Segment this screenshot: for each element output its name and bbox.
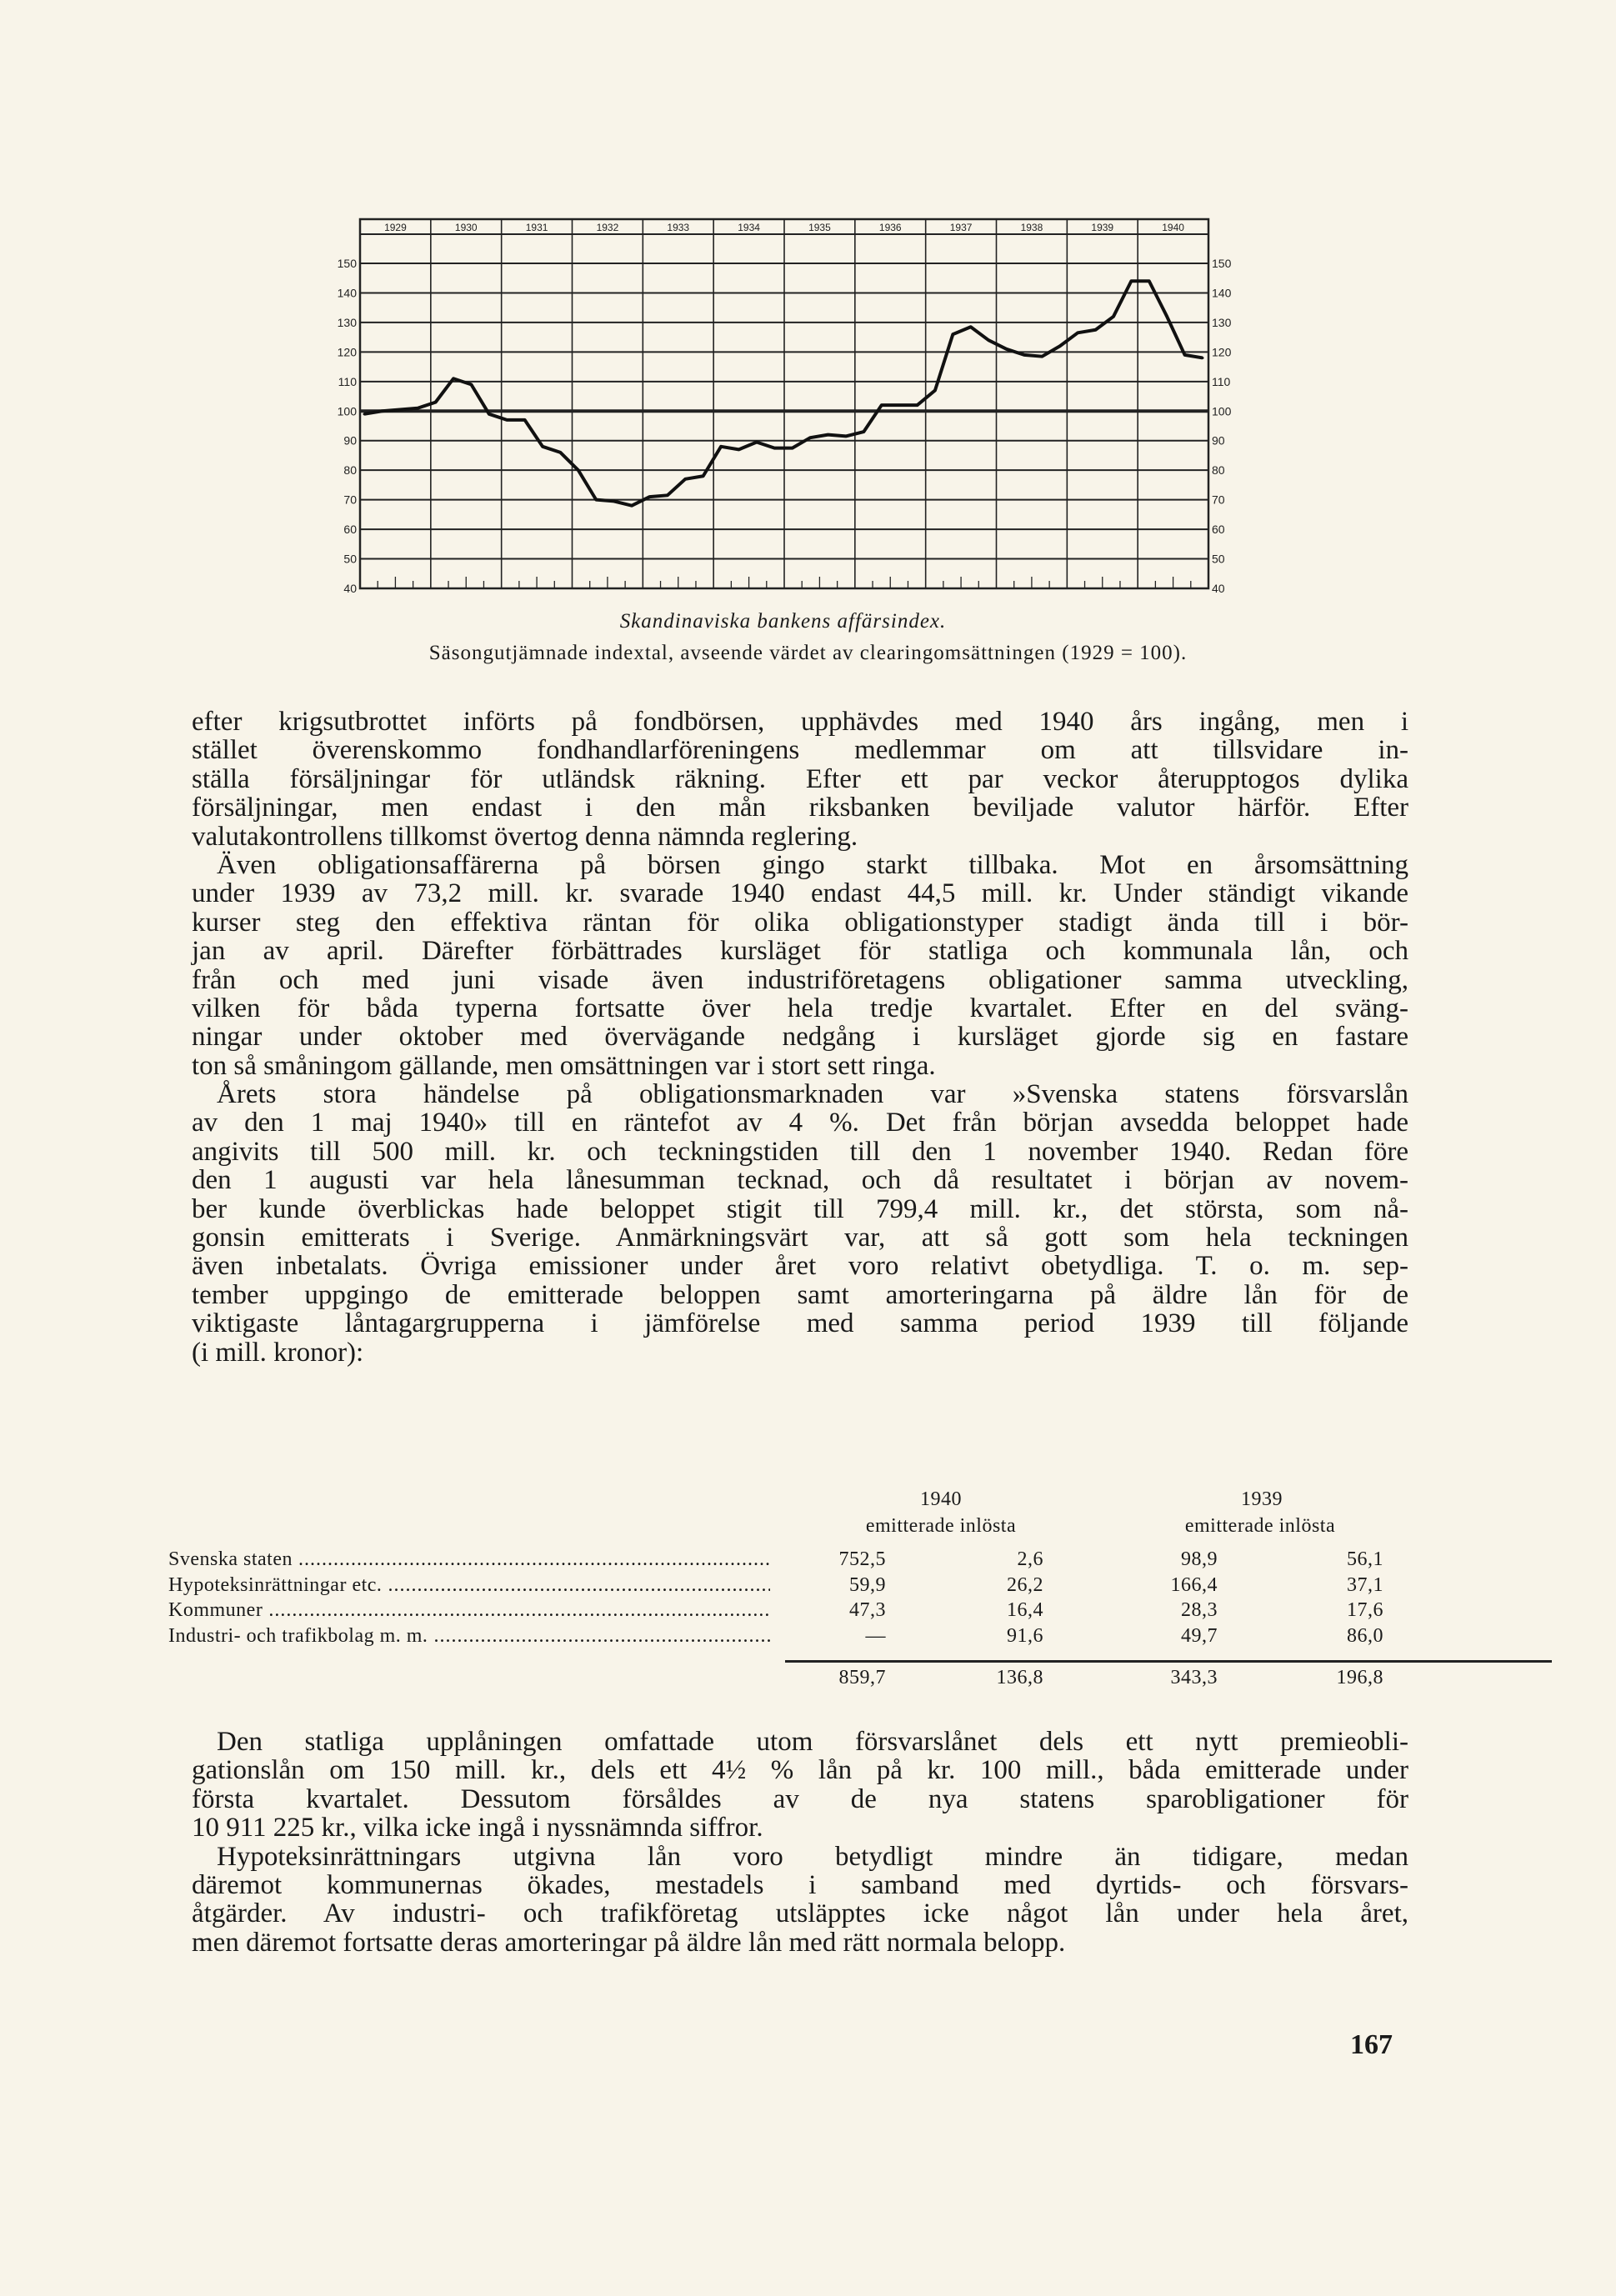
x-tick-year: 1929 — [384, 222, 407, 233]
y-tick-right: 70 — [1212, 493, 1225, 507]
y-tick-left: 50 — [343, 552, 357, 566]
data-point — [952, 333, 954, 336]
text-line: Årets stora händelse på obligationsmarknaden var »Svenska statens försvarslån — [217, 1079, 1408, 1110]
data-point — [559, 451, 562, 453]
data-point — [417, 407, 419, 409]
y-tick-left: 150 — [337, 257, 357, 270]
text-line: gonsin emitterats i Sverige. Anmärkningsvärt var, att så gott som hela teckningen — [192, 1223, 1408, 1253]
text-line: vilken för båda typerna fortsatte över hela tredje kvartalet. Efter en del sväng- — [192, 993, 1408, 1023]
row-label: Kommuner ..... — [168, 1599, 770, 1622]
text-line: däremot kommunernas ökades, mestadels i samband med dyrtids- och försvars- — [192, 1869, 1408, 1900]
data-point — [898, 404, 901, 407]
data-point — [1166, 315, 1168, 318]
y-tick-left: 110 — [338, 374, 357, 388]
data-point — [880, 404, 883, 407]
y-tick-right: 120 — [1212, 345, 1232, 359]
data-point — [506, 418, 508, 421]
business-index-chart — [317, 200, 1242, 600]
data-point — [488, 413, 490, 415]
data-point — [595, 498, 598, 501]
table-cell: 47,3 — [849, 1599, 886, 1621]
data-point — [1112, 315, 1114, 318]
data-point — [523, 418, 526, 421]
y-tick-right: 130 — [1212, 315, 1232, 329]
text-line: även inbetalats. Övriga emissioner under året voro relativt obetydliga. T. o. m. sep- — [192, 1251, 1408, 1282]
year-header-1939: 1939 — [1241, 1488, 1283, 1510]
text-line: Den statliga upplåningen omfattade utom försvarslånet dels ett nytt premieobli- — [217, 1727, 1408, 1757]
y-tick-right: 100 — [1212, 404, 1232, 418]
text-line: Hypoteksinrättningars utgivna lån voro betydligt mindre än tidigare, medan — [217, 1841, 1408, 1872]
y-tick-right: 140 — [1212, 286, 1232, 300]
data-point — [434, 401, 437, 403]
data-point — [542, 445, 544, 448]
page-number: 167 — [1350, 2029, 1393, 2060]
x-tick-year: 1934 — [738, 222, 760, 233]
data-point — [969, 326, 972, 328]
data-point — [1077, 332, 1079, 334]
table-cell: 28,3 — [1181, 1599, 1218, 1621]
row-label: Industri- och trafikbolag m. m. ..... — [168, 1625, 770, 1648]
text-line: tember uppgingo de emitterade beloppen samt amorteringarna på äldre lån för de — [192, 1279, 1408, 1310]
table-cell: 166,4 — [1170, 1573, 1218, 1596]
body-text — [192, 708, 1408, 1367]
text-line: 10 911 225 kr., vilka icke ingå i nyssnämnda siffror. — [192, 1813, 763, 1843]
total-cell: 859,7 — [838, 1667, 886, 1688]
text-line: under 1939 av 73,2 mill. kr. svarade 1940 endast 44,5 mill. kr. Under ständigt vikande — [192, 878, 1408, 909]
subheader-1940: emitterade inlösta — [865, 1515, 1017, 1537]
x-tick-year: 1940 — [1162, 222, 1184, 233]
text-line: den 1 augusti var hela lånesumman tecknad, och då resultatet i början av novem- — [192, 1165, 1408, 1196]
data-point — [648, 496, 651, 498]
y-tick-left: 40 — [343, 582, 357, 595]
text-line: angivits till 500 mill. kr. och teckningstiden till den 1 november 1940. Redan före — [192, 1136, 1408, 1167]
table-cell: 17,6 — [1347, 1599, 1383, 1621]
table-cell: 86,0 — [1347, 1624, 1383, 1647]
table-cell: 752,5 — [838, 1548, 886, 1570]
y-tick-left: 70 — [343, 493, 357, 507]
x-tick-year: 1935 — [808, 222, 831, 233]
total-cell: 136,8 — [996, 1667, 1043, 1688]
data-point — [1005, 348, 1008, 350]
y-tick-right: 40 — [1212, 582, 1225, 595]
y-tick-left: 100 — [337, 404, 357, 418]
total-cell: 343,3 — [1170, 1667, 1218, 1688]
x-tick-year: 1931 — [525, 222, 548, 233]
data-point — [684, 478, 687, 480]
data-point — [791, 447, 793, 449]
x-tick-year: 1932 — [596, 222, 619, 233]
y-tick-left: 140 — [337, 286, 357, 300]
x-tick-year: 1936 — [878, 222, 902, 233]
data-point — [613, 500, 615, 503]
y-tick-right: 150 — [1212, 257, 1232, 270]
text-line: (i mill. kronor): — [192, 1337, 364, 1368]
data-point — [738, 448, 740, 451]
totals-row — [168, 1667, 1393, 1692]
table-cell: — — [865, 1624, 886, 1647]
text-line: valutakontrollens tillkomst övertog denna nämnda reglering. — [192, 821, 858, 852]
data-point — [702, 475, 704, 478]
y-tick-right: 60 — [1212, 523, 1225, 537]
text-line: Även obligationsaffärerna på börsen gingo starkt tillbaka. Mot en årsomsättning — [217, 849, 1408, 880]
data-point — [1058, 345, 1061, 348]
data-point — [666, 494, 668, 497]
table-row — [168, 1574, 1393, 1599]
text-line: första kvartalet. Dessutom försåldes av de nya statens sparobligationer för — [192, 1783, 1408, 1814]
table-cell: 56,1 — [1347, 1548, 1383, 1570]
data-point — [988, 339, 990, 342]
text-line: men däremot fortsatte deras amorteringar på äldre lån med rätt normala belopp. — [192, 1927, 1066, 1958]
y-tick-left: 130 — [337, 315, 357, 329]
total-rule — [785, 1660, 1552, 1663]
chart-subtitle: Säsongutjämnade indextal, avseende värdet av clearingomsättningen (1929 = 100). — [428, 642, 1188, 664]
data-point — [453, 378, 455, 380]
table-cell: 37,1 — [1347, 1573, 1383, 1596]
data-point — [470, 383, 473, 386]
data-point — [1183, 353, 1186, 356]
text-line: av den 1 maj 1940» till en räntefot av 4 %. Det från början avsedda beloppet hade — [192, 1108, 1408, 1138]
text-line: försäljningar, men endast i den mån riksbanken beviljade valutor härför. Efter — [192, 793, 1408, 823]
data-point — [916, 404, 918, 407]
data-point — [1041, 355, 1043, 358]
table-row — [168, 1548, 1393, 1573]
data-point — [827, 433, 829, 436]
data-point — [1130, 280, 1133, 283]
data-point — [398, 408, 401, 411]
body-text-after-table — [192, 1728, 1408, 1957]
y-tick-right: 110 — [1212, 374, 1231, 388]
text-line: ton så småningom gällande, men omsättningen var i stort sett ringa. — [192, 1050, 936, 1081]
y-tick-left: 60 — [343, 523, 357, 537]
year-header-1940: 1940 — [920, 1488, 962, 1510]
data-point — [1023, 353, 1025, 356]
data-point — [1094, 328, 1097, 331]
text-line: kurser steg den effektiva räntan för olika obligationstyper stadigt ända till i bör- — [192, 907, 1408, 938]
table-row — [168, 1625, 1393, 1650]
text-line: stället överenskommo fondhandlarföreningens medlemmar om att tillsvidare in- — [192, 735, 1408, 766]
text-line: efter krigsutbrottet införts på fondbörsen, upphävdes med 1940 års ingång, men i — [192, 707, 1408, 737]
data-point — [1202, 357, 1204, 359]
y-tick-left: 120 — [337, 345, 357, 359]
table-cell: 91,6 — [1007, 1624, 1043, 1647]
table-cell: 59,9 — [849, 1573, 886, 1596]
text-line: ber kunde överblickas hade beloppet stigit till 799,4 mill. kr., det största, som nå- — [192, 1193, 1408, 1224]
text-line: gationslån om 150 mill. kr., dels ett 4½ % lån på kr. 100 mill., båda emitterade under — [192, 1755, 1408, 1786]
index-series-line — [364, 281, 1203, 505]
x-tick-year: 1933 — [667, 222, 690, 233]
data-point — [773, 447, 776, 449]
subheader-1939: emitterade inlösta — [1184, 1515, 1336, 1537]
table-cell: 49,7 — [1181, 1624, 1218, 1647]
row-label: Hypoteksinrättningar etc. ..... — [168, 1574, 770, 1597]
text-line: viktigaste låntagargrupperna i jämförelse med samma period 1939 till följande — [192, 1308, 1408, 1339]
x-tick-year: 1939 — [1091, 222, 1114, 233]
x-tick-year: 1937 — [949, 222, 973, 233]
total-cell: 196,8 — [1336, 1667, 1383, 1688]
data-point — [381, 410, 383, 413]
y-tick-right: 80 — [1212, 463, 1225, 478]
table-cell: 26,2 — [1007, 1573, 1043, 1596]
y-tick-left: 80 — [343, 463, 357, 478]
y-tick-right: 50 — [1212, 552, 1225, 566]
data-point — [755, 441, 758, 443]
data-point — [933, 389, 936, 392]
x-tick-year: 1930 — [454, 222, 478, 233]
table-row — [168, 1599, 1393, 1624]
table-cell: 2,6 — [1017, 1548, 1043, 1570]
table-cell: 98,9 — [1181, 1548, 1218, 1570]
row-label: Svenska staten ..... — [168, 1548, 770, 1571]
y-tick-left: 90 — [343, 433, 357, 448]
data-point — [720, 445, 723, 448]
data-point — [631, 504, 633, 507]
data-point — [1148, 280, 1150, 283]
data-point — [809, 437, 812, 439]
table-cell: 16,4 — [1007, 1599, 1043, 1621]
data-point — [363, 413, 366, 415]
text-line: jan av april. Därefter förbättrades kursläget för statliga och kommunala lån, och — [192, 936, 1408, 967]
y-tick-right: 90 — [1212, 433, 1225, 448]
data-point — [863, 431, 865, 433]
text-line: ställa försäljningar för utländsk räkning. Efter ett par veckor återupptogos dylika — [192, 763, 1408, 794]
data-point — [844, 435, 847, 438]
text-line: åtgärder. Av industri- och trafikföretag utsläpptes icke något lån under hela året, — [192, 1898, 1408, 1929]
chart-title: Skandinaviska bankens affärsindex. — [619, 610, 947, 633]
x-tick-year: 1938 — [1020, 222, 1043, 233]
data-point — [577, 469, 579, 472]
text-line: från och med juni visade även industriföretagens obligationer samma utveckling, — [192, 964, 1408, 995]
text-line: ningar under oktober med övervägande nedgång i kursläget gjorde sig en fastare — [192, 1022, 1408, 1053]
